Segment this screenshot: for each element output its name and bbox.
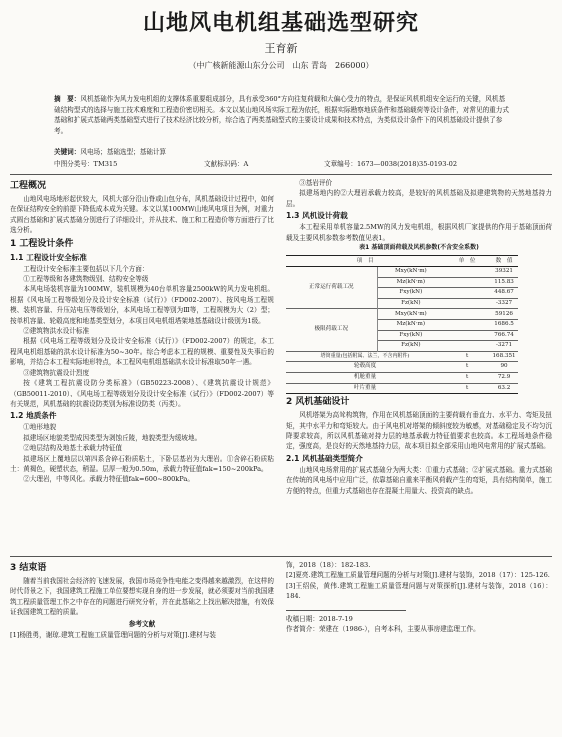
table-row <box>286 351 518 362</box>
table-cell: 塔筒重量(包括附属、法兰，不含内附件) <box>286 351 444 362</box>
table-cell: 1686.5 <box>490 320 518 331</box>
reference-item: [2]夏亮.建筑工程施工质量管理问题的分析与对策[J].建材与装饰，2018（17）：125-126. <box>286 571 550 580</box>
divider-top <box>10 174 552 175</box>
table-cell <box>444 330 490 341</box>
footnote-rule <box>286 610 406 611</box>
clc-number: 中图分类号：TM315 <box>54 160 118 168</box>
table-cell: t <box>444 372 490 383</box>
table-cell: 448.67 <box>490 288 518 299</box>
table-cell: 168.351 <box>490 351 518 362</box>
list-item: ②地层结构及地基土承载力特征值 <box>23 444 123 453</box>
section-1-2-title: 1.2 地质条件 <box>10 411 57 421</box>
section-2-title: 2 风机基础设计 <box>286 397 350 408</box>
table-caption: 表1 基础顶面荷载及风机参数(不含安全系数) <box>359 244 479 252</box>
section-1-3-title: 1.3 风机设计荷载 <box>286 211 348 221</box>
table-cell <box>444 309 490 320</box>
table-group-normal: 正常运行荷载工况 <box>286 267 377 309</box>
table-group-extreme: 极限荷载工况 <box>286 309 377 351</box>
paragraph: 拟建场地内的②大理岩承载力较高，是较好的风机基础及拟建建筑物的天然地基持力层。 <box>286 189 552 208</box>
table-cell: t <box>444 351 490 362</box>
table-cell: Fxy(kN) <box>377 288 444 299</box>
author-name: 王育新 <box>264 42 298 55</box>
section-1-title: 1 工程设计条件 <box>10 238 74 249</box>
section-1-1-title: 1.1 工程设计安全标准 <box>10 252 87 262</box>
table-cell: Fz(kN) <box>377 341 444 352</box>
article-number: 文章编号：1673—0038(2018)35-0193-02 <box>324 160 458 168</box>
table-cell: Mxy(kN·m) <box>377 267 444 278</box>
references-title: 参考文献 <box>128 619 156 628</box>
table-row <box>286 383 518 394</box>
table-cell: Mxy(kN·m) <box>377 309 444 320</box>
author-affiliation: （中广核新能源山东分公司 山东 青岛 266000） <box>188 61 374 70</box>
left-column <box>10 178 274 550</box>
paragraph: 风机塔架为高耸构筑物，作用在风机基础顶面的主要荷载有垂直力、水平力、弯矩及扭矩，其中水平力和弯矩较大。由于风电机对塔架的倾斜度较为敏感，对基础稳定及不均匀沉降要求较高，所以风机基础对持力层的地基承载力特征值要求也较高。本工程场地条件稳定，强度高，是良好的天然地基持力层，故本项目拟全部采用山地风电常用的扩展式基础。 <box>286 411 552 451</box>
section-overview-title: 工程概况 <box>10 181 47 191</box>
table-cell: 叶片重量 <box>286 383 444 394</box>
right-column <box>286 178 552 550</box>
paragraph: 工程设计安全标准主要包括以下几个方面： <box>23 264 149 273</box>
table-cell <box>444 267 490 278</box>
table-cell: -3327 <box>490 298 518 309</box>
table-cell: 机舱重量 <box>286 372 444 383</box>
doc-code: 文献标识码：A <box>204 160 249 168</box>
table-row <box>286 309 518 320</box>
abstract-text: 风机基础作为风力发电机组的支撑体系重要组成部分，具有承受360°方向往复荷载和大偏心受力的特点，是保证风机机组安全运行的关键，风机基础结构型式的选择与施工技术难度和工程造价密切相关。本文以某山地风场实际工程为依托，根据实际勘察地质条件和基础载荷等设计条件，对常见的重力式基础和扩展式基础两类基础型式进行了技术经济比较分析，综合选了两类基础型式的主要设计成果和技术特点，为类似设计条件下的风机基础设计提供了参考。 <box>54 95 509 135</box>
paragraph: 拟建场区上覆地层以第四系含碎石粉质粘土，下卧层基岩为大理岩。①含碎石粉质粘土：黄褐色，硬塑状态，稍湿。层厚一般为0.50m，承载力特征值fak=150~200kPa。 <box>10 454 274 473</box>
table-header-item: 项 目 <box>286 256 444 267</box>
table-cell: 轮毂高度 <box>286 362 444 373</box>
table-cell: 59126 <box>490 309 518 320</box>
overview-paragraph: 山地风电场地形起伏较大，风机大部分沿山脊或山包分布，风机基础设计过程中，如何在保证结构安全的前提下降低成本成为关键。本文以某100MW山地风电项目为例，对重力式圆台基础和扩展式基础分别进行了详细设计，并从技术、施工和工程造价等方面进行了比选分析。 <box>10 195 274 235</box>
table-cell <box>444 288 490 299</box>
paragraph: 本风电场装机容量为100MW，装机规模为40台单机容量2500kW的风力发电机组。根据《风电场工程等级划分及设计安全标准（试行）》（FD002-2007）、按风电场工程规模、装机容量、升压站电压等级划分，本风电场工程等别为Ⅲ等，工程规模为大（2）型；按单机容量、轮毂高度和地基类型划分，本项目风电机组塔架地基基础设计级别为1级。 <box>10 285 274 325</box>
keywords-text: 风电场；基础选型；基础计算 <box>80 148 167 156</box>
abstract <box>54 94 510 136</box>
table-header-unit: 单 位 <box>444 256 490 267</box>
table-cell <box>444 341 490 352</box>
paragraph: 按《建筑工程抗震设防分类标准》（GB50223-2008）、《建筑抗震设计规范》（GB50011-2010）、《风电场工程等级划分及设计安全标准（试行）》（FD002-2007）等有关规范，风机基础的抗震设防类别为标准设防类（丙类）。 <box>10 379 274 408</box>
conclusion-paragraph: 随着当前我国社会经济的飞速发展，我国市场竞争性电能之变得越来越激烈，在这样的时代背景之下，我国建筑工程施工单位要想实现自身的进一步发展，就必须要对当前我国建筑工程质量管理工作之中存在的问题进行研究分析，并在此基础之上找出解决措施，有效保证我国建筑工程的质量。 <box>10 577 274 617</box>
table-cell: Fz(kN) <box>377 298 444 309</box>
paper-title: 山地风电机组基础选型研究 <box>142 10 419 36</box>
table-cell: Fxy(kN) <box>377 330 444 341</box>
author-bio: 作者简介：荣建在（1986-），自考本科，主要从事房建监理工作。 <box>286 625 480 634</box>
table-cell: 63.2 <box>490 383 518 394</box>
paragraph: 本工程采用单机容量2.5MW的风力发电机组，根据风机厂家提供的作用于基础顶面荷载及主要风机参数参考数值见表1。 <box>286 223 552 242</box>
table-cell: 766.74 <box>490 330 518 341</box>
paragraph: 山地风电场常用的扩展式基础分为两大类：①重力式基础；②扩展式基础。重力式基础在传统的风电场中应用广泛，依靠基础自重来平衡风荷载产生的弯矩，具有结构简单，施工方便的特点，但重力式基础也存在混凝土用量大、投资高的缺点。 <box>286 465 552 495</box>
paragraph: ②大理岩，中等风化。承载力特征值fak=600~800kPa。 <box>23 475 194 484</box>
table-header-value: 数 值 <box>490 256 518 267</box>
bottom-left-column <box>10 560 274 732</box>
table-cell: 39321 <box>490 267 518 278</box>
table-cell: -3271 <box>490 341 518 352</box>
reference-item: [1]杨胜勇，谢琼.建筑工程施工质量管理问题的分析与对策[J].建材与装 <box>10 631 216 640</box>
table-cell <box>444 277 490 288</box>
table-row <box>286 267 518 278</box>
list-item: ③建筑物抗震设计烈度 <box>23 368 90 377</box>
table-cell: t <box>444 383 490 394</box>
table-cell: 72.9 <box>490 372 518 383</box>
list-item: ①工程等级和各建筑物级别、结构安全等级 <box>23 275 149 284</box>
table-cell: t <box>444 362 490 373</box>
table-cell <box>444 298 490 309</box>
table-cell: 90 <box>490 362 518 373</box>
list-item: ①地形地貌 <box>23 423 57 432</box>
abstract-label: 摘 要： <box>54 95 81 103</box>
table-cell: Mz(kN·m) <box>377 277 444 288</box>
table-cell: 115.83 <box>490 277 518 288</box>
section-3-title: 3 结束语 <box>10 563 47 573</box>
keywords <box>54 146 510 156</box>
table-row <box>286 372 518 383</box>
table-row <box>286 362 518 373</box>
keywords-label: 关键词： <box>54 148 81 156</box>
divider-bottom <box>10 556 552 557</box>
list-item: ②建筑物洪水设计标准 <box>23 327 90 336</box>
section-2-1-title: 2.1 风机基础类型简介 <box>286 453 363 463</box>
list-item: ③基岩评价 <box>299 179 333 187</box>
paragraph: 拟建场区地貌类型成因类型为剥蚀丘陵，地貌类型为缓坡地。 <box>23 433 202 442</box>
reference-item: [3]王绍侯，黄伟.建筑工程施工质量管理问题与对策探析[J].建材与装饰，2018（16）：184. <box>286 581 552 601</box>
reference-item: 饰，2018（18）：182-183. <box>286 561 371 569</box>
load-table <box>286 255 518 394</box>
paragraph: 根据《风电场工程等级划分及设计安全标准（试行）》（FD002-2007）的规定，本工程风电机组基础的洪水设计标准为50~30年。综合考虑本工程的规模、重要性及失事后的影响，并结合本工程实际地形特点，本工程风电机组基础洪水设计标准取50年一遇。 <box>10 337 274 367</box>
table-cell <box>444 320 490 331</box>
table-cell: Mz(kN·m) <box>377 320 444 331</box>
bottom-right-column <box>286 560 552 732</box>
received-date: 收稿日期：2018-7-19 <box>286 614 353 623</box>
